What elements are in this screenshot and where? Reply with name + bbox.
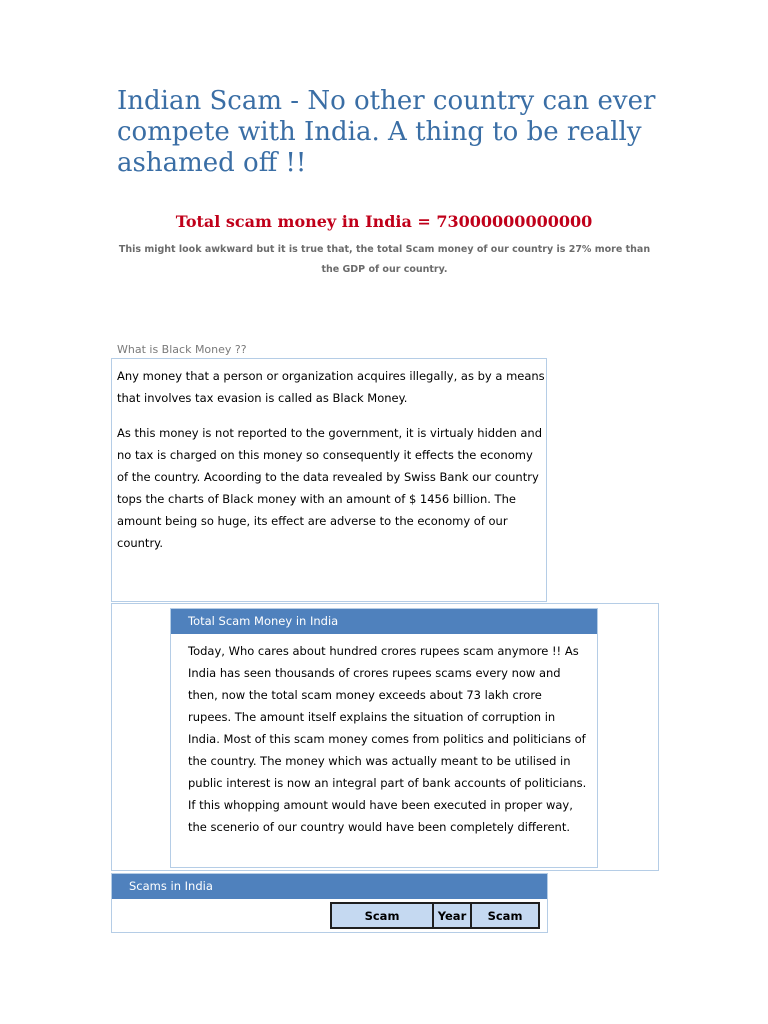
total-scam-line: Total scam money in India = 73000000000000 [175, 212, 593, 231]
scams-table [330, 902, 540, 929]
scams-heading: Scams in India [112, 874, 547, 899]
scams-in-india-box [111, 873, 548, 933]
page-title: Indian Scam - No other country can ever compete with India. A thing to be really ashamed off !! [117, 86, 656, 178]
scams-table-header-row [331, 903, 539, 928]
column-header-year: Year [433, 903, 471, 928]
black-money-paragraph-2: As this money is not reported to the government, it is virtualy hidden and no tax is charged on this money so consequently it effects the economy of the country. Acoording to the data revealed by Swiss Bank our country tops the charts of Black money with an amount of $ 1456 billion. The amount being so huge, its effect are adverse to the economy of our country. [117, 426, 543, 550]
black-money-box [111, 358, 547, 602]
black-money-question: What is Black Money ?? [117, 343, 247, 356]
column-header-scam-2: Scam [471, 903, 539, 928]
black-money-paragraph-1: Any money that a person or organization acquires illegally, as by a means that involves tax evasion is called as Black Money. [117, 369, 545, 405]
column-header-scam: Scam [331, 903, 433, 928]
total-scam-heading: Total Scam Money in India [171, 609, 597, 634]
gdp-note: This might look awkward but it is true that, the total Scam money of our country is 27% more than the GDP of our country. [118, 244, 651, 275]
total-scam-box [170, 608, 598, 868]
total-scam-body: Today, Who cares about hundred crores rupees scam anymore !! As India has seen thousands of crores rupees scams every now and then, now the total scam money exceeds about 73 lakh crore rupees. The amount itself explains the situation of corruption in India. Most of this scam money comes from politics and politicians of the country. The money which was actually meant to be utilised in public interest is now an integral part of bank accounts of politicians. If this whopping amount would have been executed in proper way, the scenerio of our country would have been completely different. [188, 644, 587, 834]
